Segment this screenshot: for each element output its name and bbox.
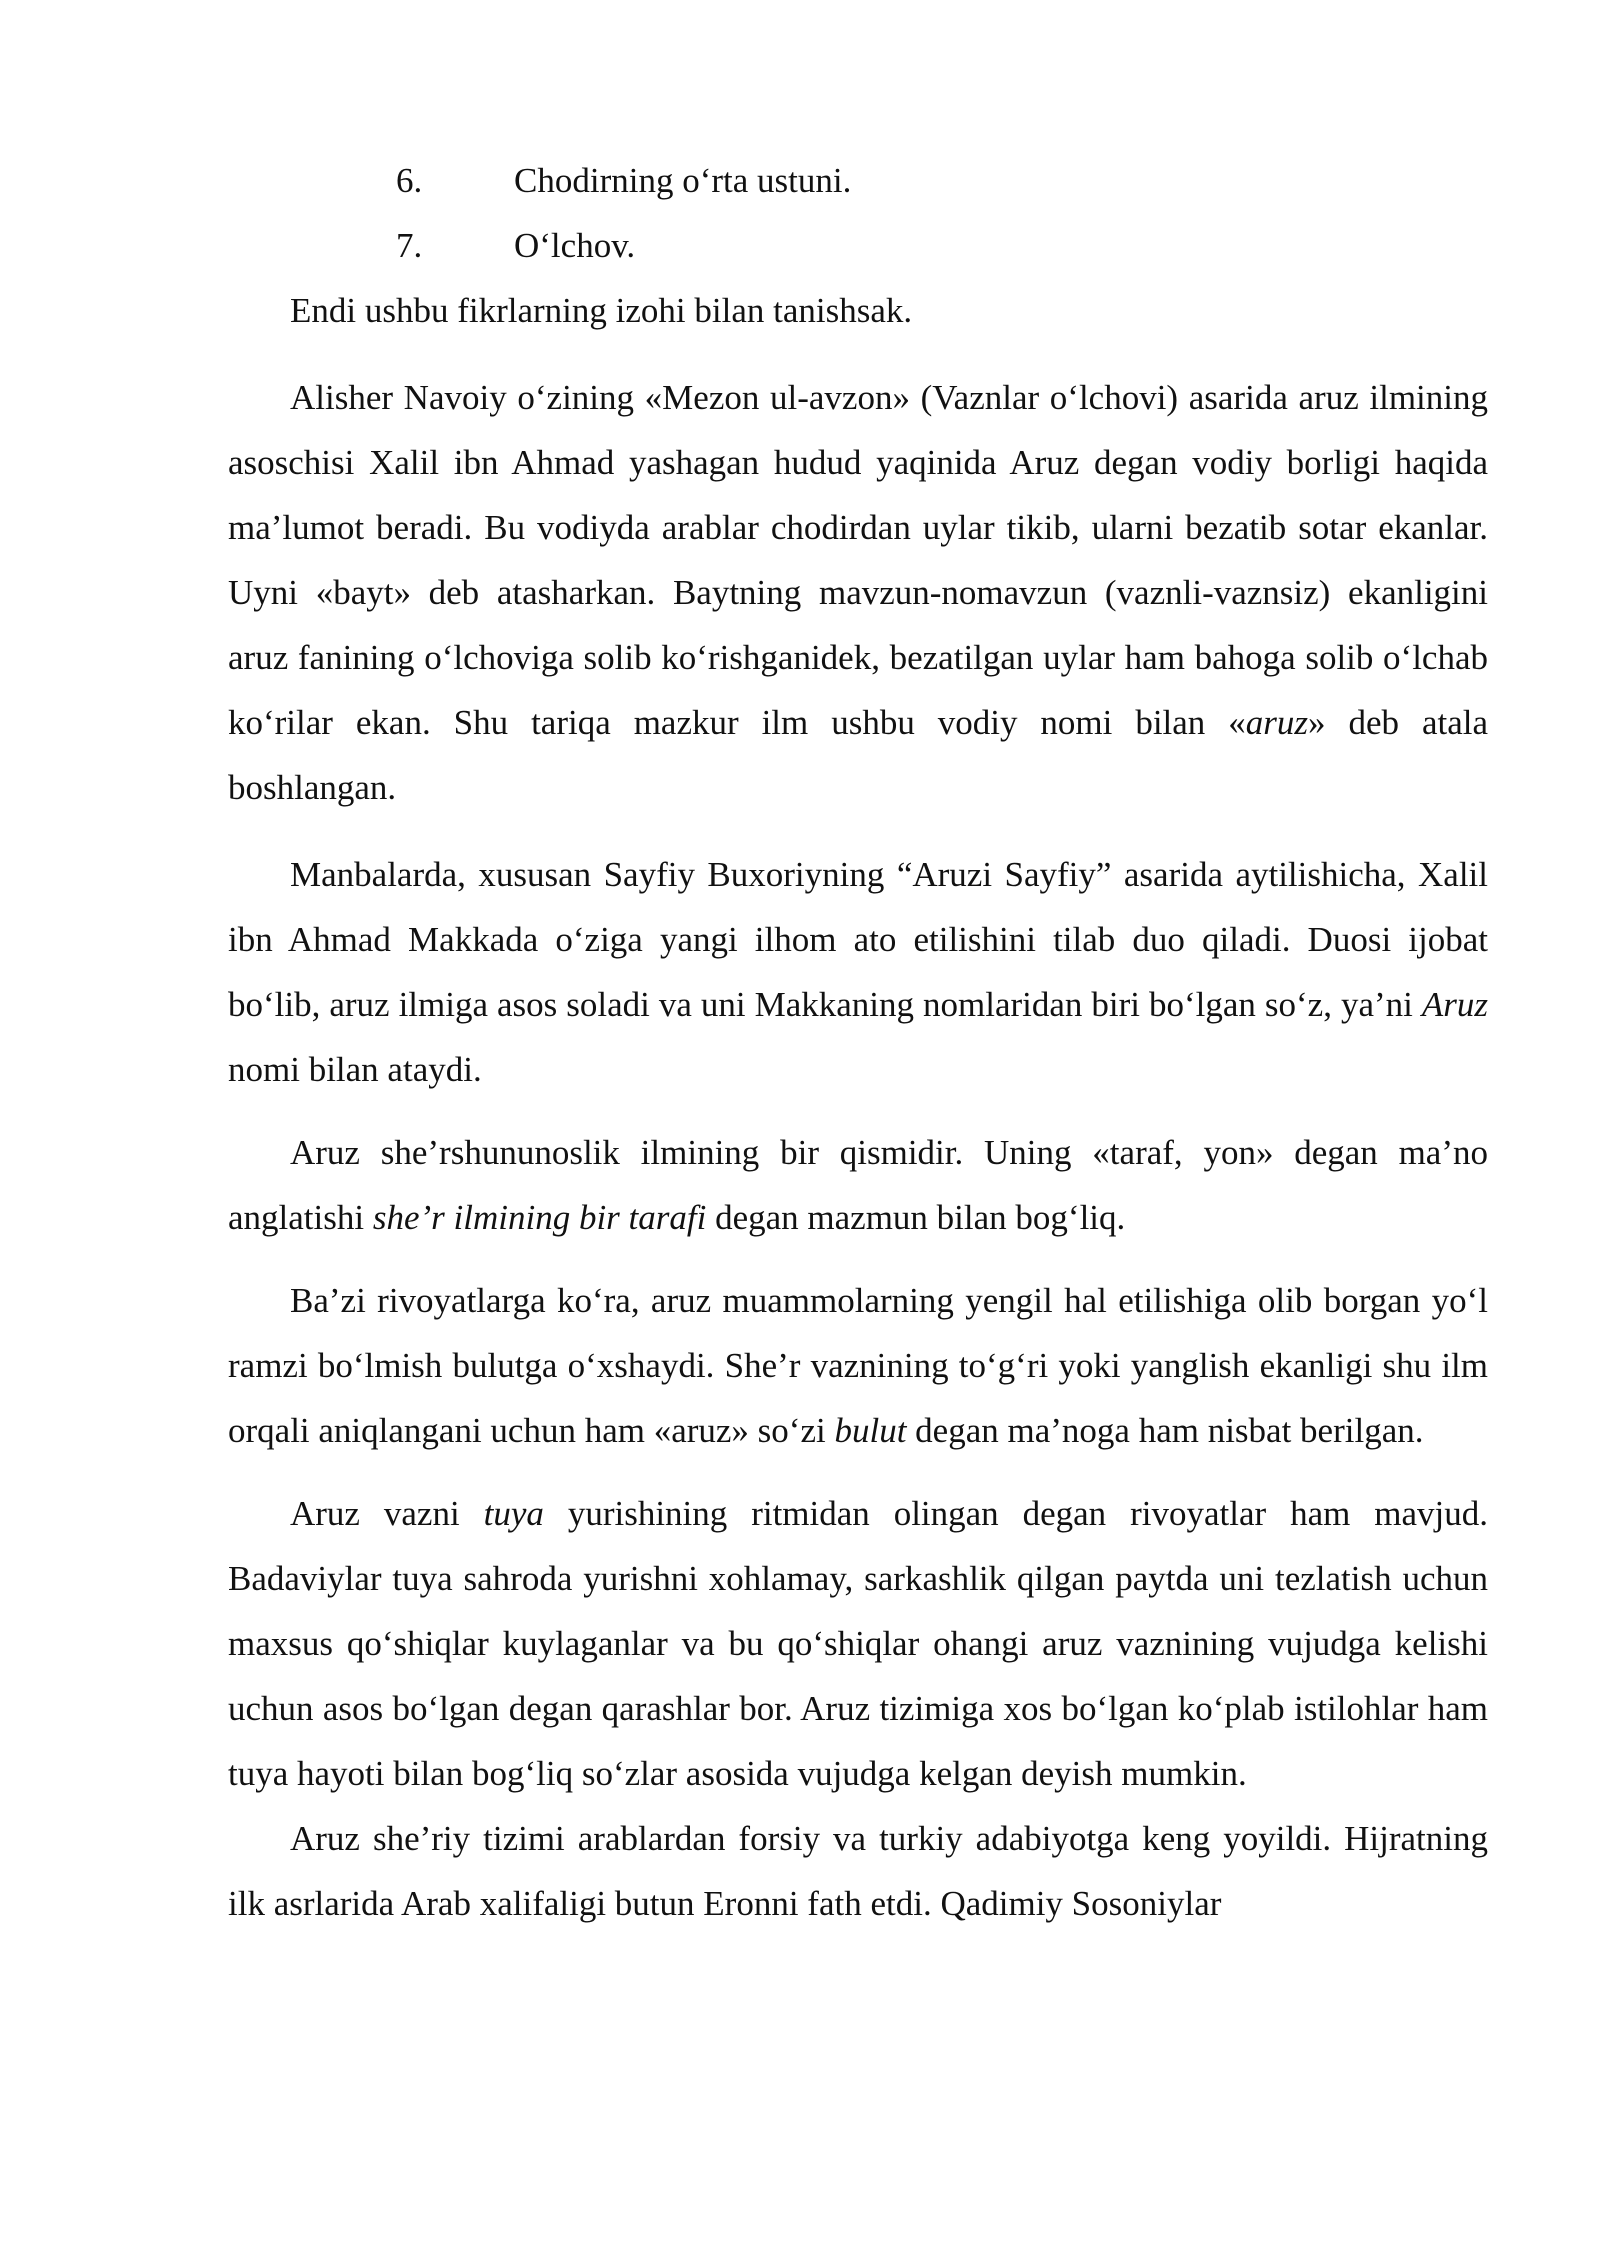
paragraph-cloud: Ba’zi rivoyatlarga ko‘ra, aruz muammolarning yengil hal etilishiga olib borgan yo‘l ramzi bo‘lmish bulutga o‘xshaydi. She’r vaznining to‘g‘ri yoki yanglish ekanligi shu ilm orqali aniqlangani uchun ham «aruz» so‘zi bulut degan ma’noga ham nisbat berilgan. xyxy=(228,1281,1488,1450)
emphasis: aruz xyxy=(1245,703,1309,742)
emphasis: Aruz xyxy=(1421,985,1488,1024)
list-number: 7. xyxy=(396,226,423,265)
paragraph-navoiy: Alisher Navoiy o‘zining «Mezon ul-avzon» (Vaznlar o‘lchovi) asarida aruz ilmining asoschisi Xalil ibn Ahmad yashagan hudud yaqinida Aruz degan vodiy borligi haqida ma’lumot beradi. Bu vodiyda arablar chodirdan uylar tikib, ularni bezatib sotar ekanlar. Uyni «bayt» deb atasharkan. Baytning mavzun-nomavzun (vaznli-vaznsiz) ekanligini aruz fanining o‘lchoviga solib ko‘rishganidek, bezatilgan uylar ham bahoga solib o‘lchab ko‘rilar ekan. Shu tariqa mazkur ilm ushbu vodiy nomi bilan «aruz» deb atala boshlangan. xyxy=(228,378,1488,807)
emphasis: bulut xyxy=(834,1411,907,1450)
list-text: Chodirning o‘rta ustuni. xyxy=(514,161,852,200)
intro-line: Endi ushbu fikrlarning izohi bilan tanishsak. xyxy=(290,291,913,330)
list-number: 6. xyxy=(396,161,423,200)
emphasis: tuya xyxy=(483,1494,544,1533)
document-page xyxy=(228,148,1488,1936)
paragraph-meaning: Aruz she’rshununoslik ilmining bir qismidir. Uning «taraf, yon» degan ma’no anglatishi she’r ilmining bir tarafi degan mazmun bilan bog‘liq. xyxy=(228,1133,1488,1237)
list-item xyxy=(228,148,1488,213)
emphasis: she’r ilmining bir tarafi xyxy=(372,1198,707,1237)
paragraph-camel: Aruz vazni tuya yurishining ritmidan olingan degan rivoyatlar ham mavjud. Badaviylar tuya sahroda yurishni xohlamay, sarkashlik qilgan paytda uni tezlatish uchun maxsus qo‘shiqlar kuylaganlar va bu qo‘shiqlar ohangi aruz vaznining vujudga kelishi uchun asos bo‘lgan degan qarashlar bor. Aruz tizimiga xos bo‘lgan ko‘plab istilohlar ham tuya hayoti bilan bog‘liq so‘zlar asosida vujudga kelgan deyish mumkin. xyxy=(228,1494,1488,1793)
list-text: O‘lchov. xyxy=(514,226,636,265)
paragraph-sayfiy: Manbalarda, xususan Sayfiy Buxoriyning “Aruzi Sayfiy” asarida aytilishicha, Xalil ibn Ahmad Makkada o‘ziga yangi ilhom ato etilishini tilab duo qiladi. Duosi ijobat bo‘lib, aruz ilmiga asos soladi va uni Makkaning nomlaridan biri bo‘lgan so‘z, ya’ni Aruz nomi bilan ataydi. xyxy=(228,855,1488,1089)
list-item xyxy=(228,213,1488,278)
paragraph-spread: Aruz she’riy tizimi arablardan forsiy va turkiy adabiyotga keng yoyildi. Hijratning ilk asrlarida Arab xalifaligi butun Eronni fath etdi. Qadimiy Sosoniylar xyxy=(228,1819,1488,1923)
